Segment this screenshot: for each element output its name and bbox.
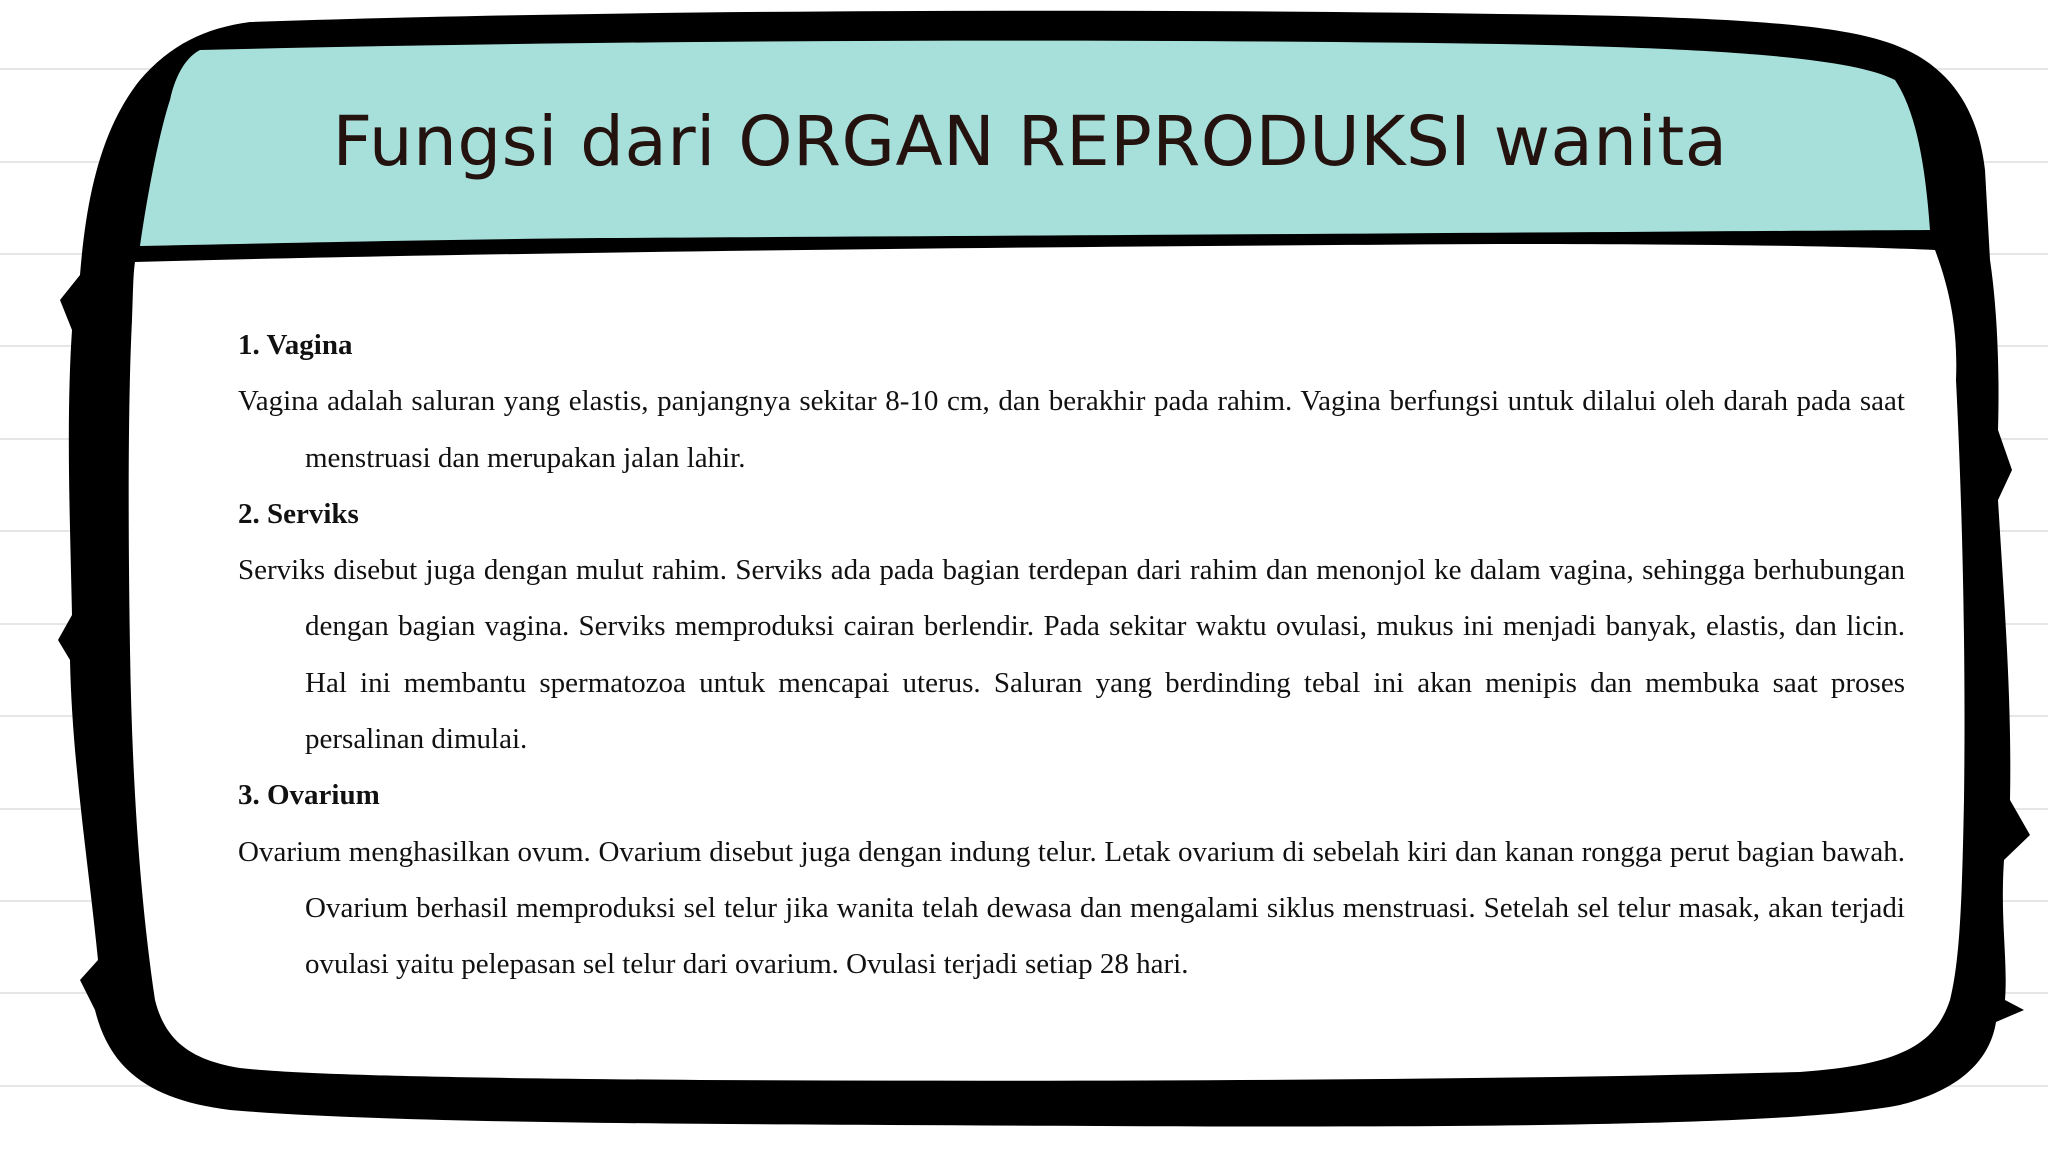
section-heading-ovarium: 3. Ovarium: [238, 779, 380, 812]
section-text-ovarium: Ovarium menghasilkan ovum. Ovarium disebut juga dengan indung telur. Letak ovarium di sebelah kiri dan kanan rongga perut bagian bawah. Ovarium berhasil memproduksi sel telur jika wanita telah dewasa dan mengalami siklus menstruasi. Setelah sel telur masak, akan terjadi ovulasi yaitu pelepasan sel telur dari ovarium. Ovulasi terjadi setiap 28 hari.: [238, 835, 1905, 981]
content-body: [238, 317, 1905, 993]
section-heading-serviks: 2. Serviks: [238, 497, 359, 530]
section-heading-vagina: 1. Vagina: [238, 329, 353, 361]
section-text-serviks: Serviks disebut juga dengan mulut rahim. Serviks ada pada bagian terdepan dari rahim dan menonjol ke dalam vagina, sehingga berhubungan dengan bagian vagina. Serviks memproduksi cairan berlendir. Pada sekitar waktu ovulasi, mukus ini menjadi banyak, elastis, dan licin. Hal ini membantu spermatozoa untuk mencapai uterus. Saluran yang berdinding tebal ini akan menipis dan membuka saat proses persalinan dimulai.: [238, 554, 1905, 756]
section-text-vagina: Vagina adalah saluran yang elastis, panjangnya sekitar 8-10 cm, dan berakhir pada rahim. Vagina berfungsi untuk dilalui oleh darah pada saat menstruasi dan merupakan jalan lahir.: [238, 385, 1905, 474]
slide-title: Fungsi dari ORGAN REPRODUKSI wanita: [332, 102, 1728, 182]
